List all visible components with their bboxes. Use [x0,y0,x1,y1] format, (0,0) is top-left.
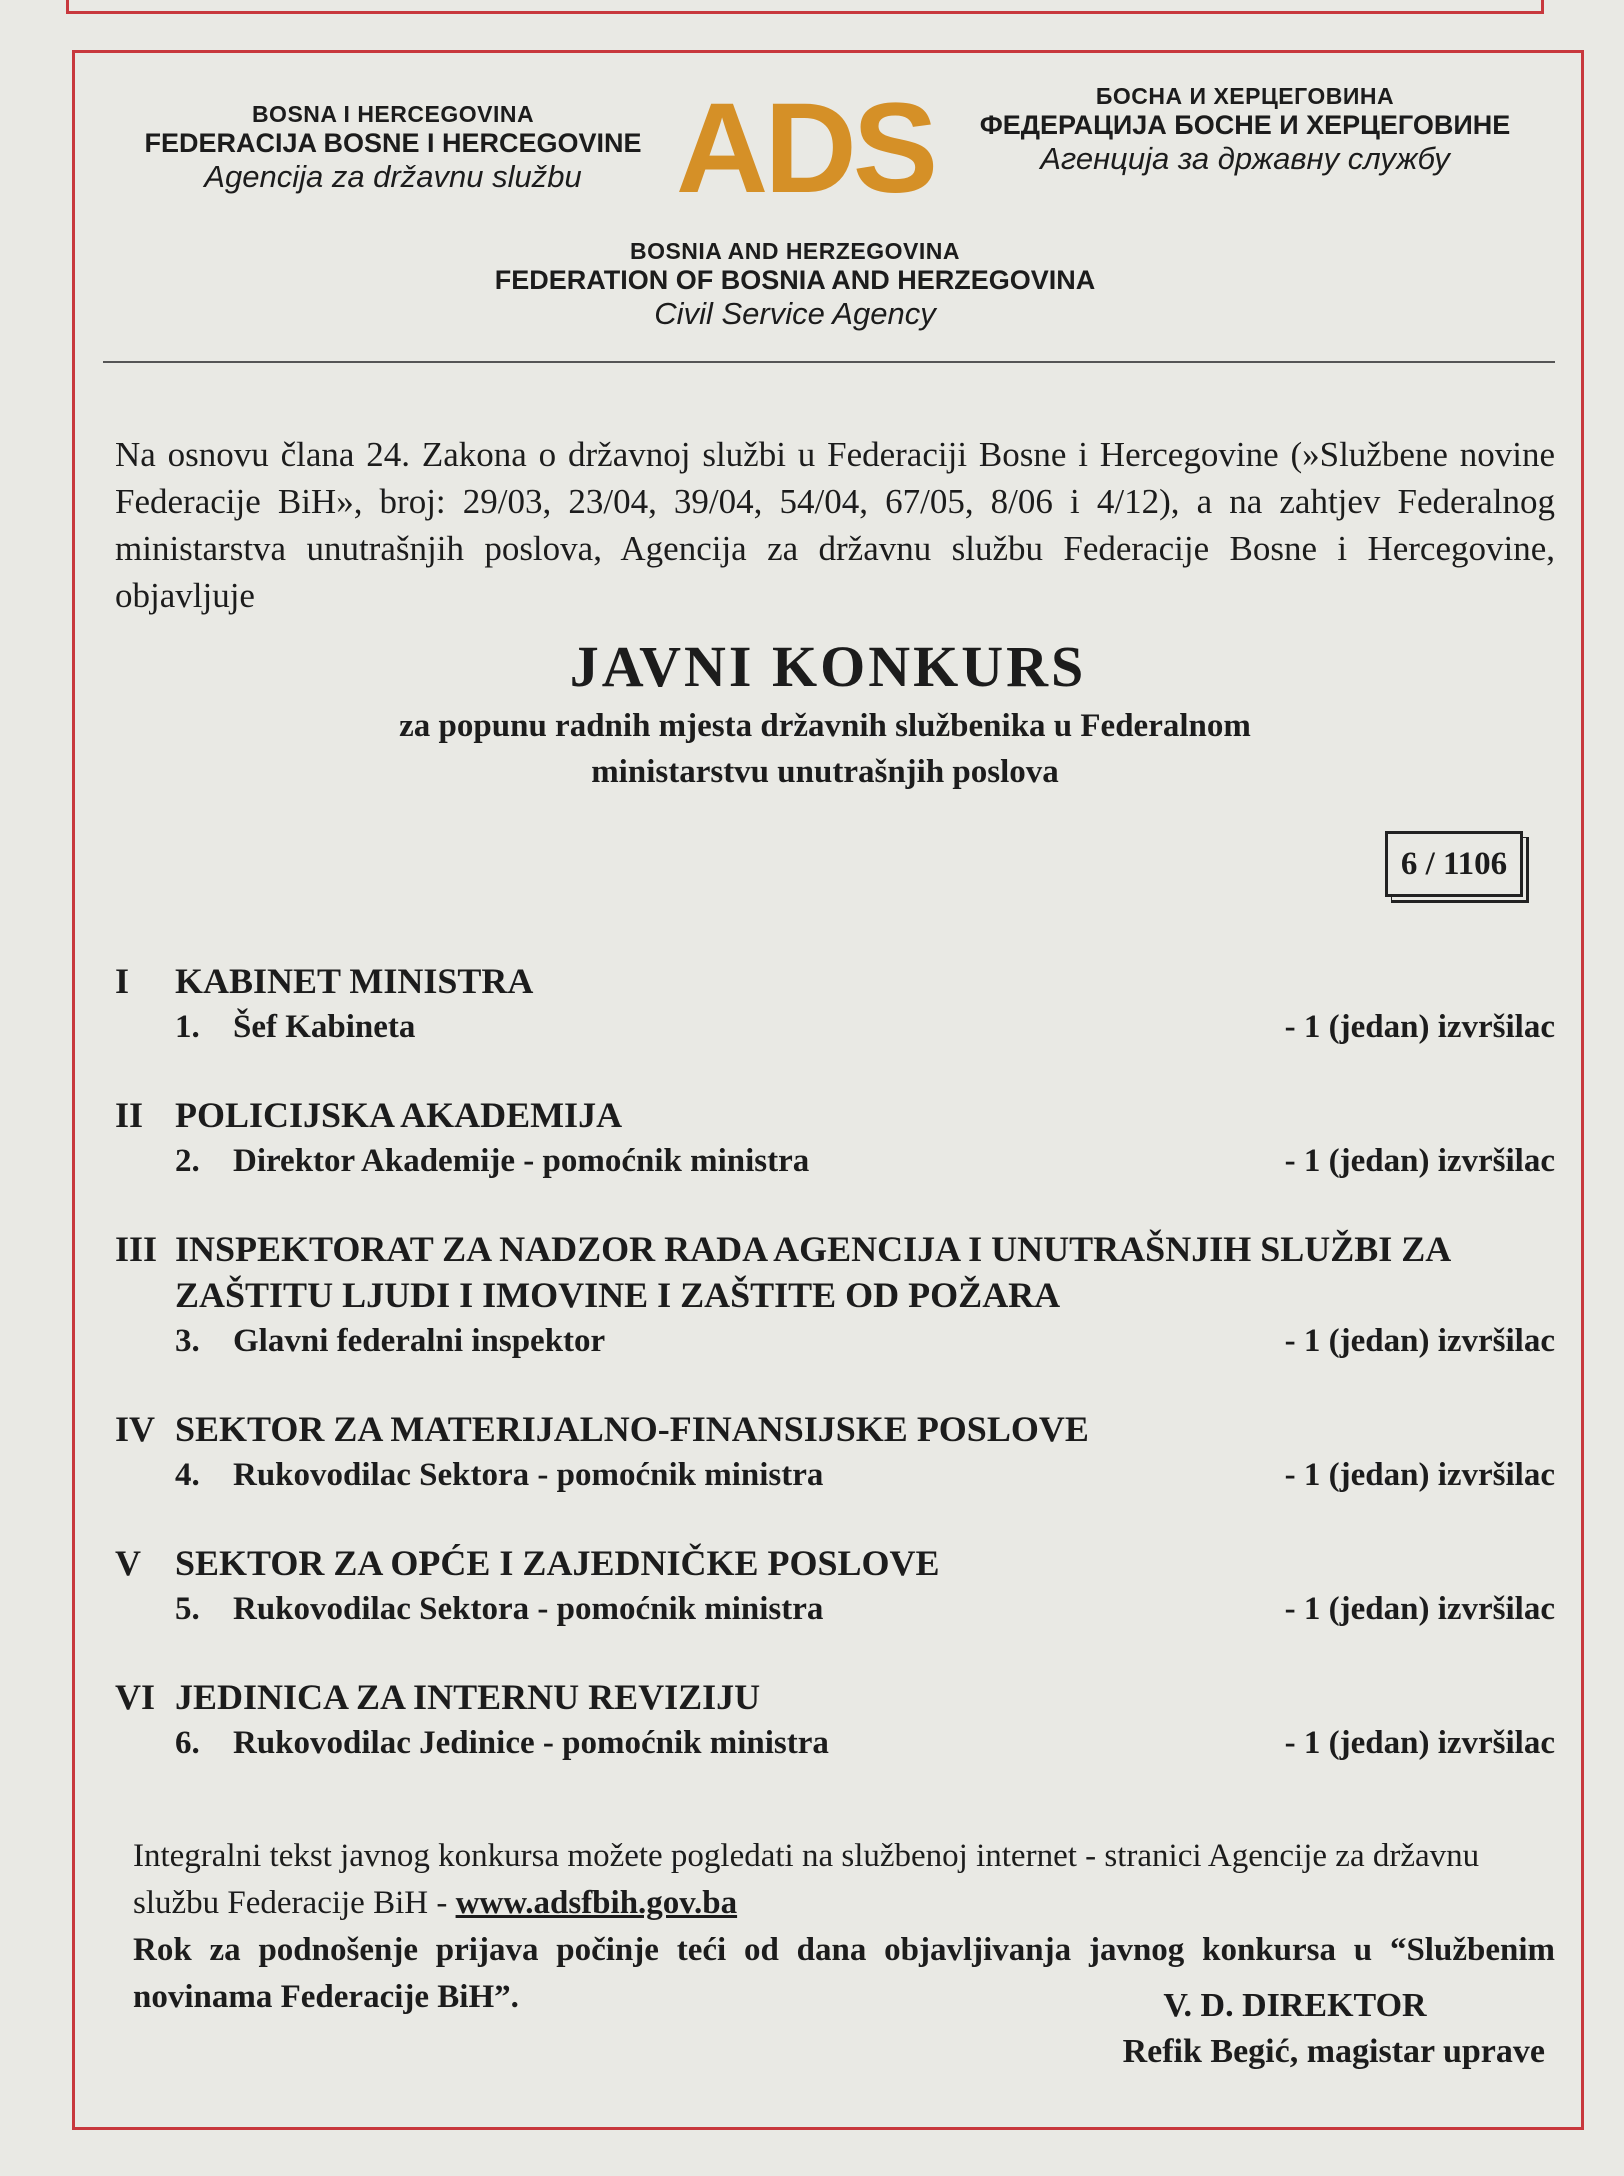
section-roman: IV [115,1409,156,1449]
position-name: Direktor Akademije - pomoćnik ministra [233,1143,810,1179]
section-2 [115,1092,1555,1184]
deadline-notice: Rok za podnošenje prijava počinje teći od dana objavljivanja javnog konkursa u “Službenim novinama Federacije BiH”. [133,1932,1555,2015]
subtitle-line-1: za popunu radnih mjesta državnih službenika u Federalnom [399,708,1251,744]
position-count: - 1 (jedan) izvršilac [1284,1009,1555,1045]
position-number: 5. [175,1591,200,1627]
position-name: Rukovodilac Sektora - pomoćnik ministra [233,1457,824,1493]
position-name: Šef Kabineta [233,1009,416,1045]
header-cyrillic-agency: Агенција за државну службу [1040,141,1450,176]
header-latin-agency: Agencija za državnu službu [204,159,582,194]
position-name: Glavni federalni inspektor [233,1323,606,1359]
section-roman: V [115,1543,141,1583]
position-count: - 1 (jedan) izvršilac [1284,1591,1555,1627]
header-latin-federation: FEDERACIJA BOSNE I HERCEGOVINE [144,128,642,158]
section-title: INSPEKTORAT ZA NADZOR RADA AGENCIJA I UNUTRAŠNJIH SLUŽBI ZA ZAŠTITU LJUDI I IMOVINE I ZAŠTITE OD POŽARA [175,1229,1450,1315]
section-title: KABINET MINISTRA [175,961,534,1001]
section-roman: VI [115,1677,156,1717]
agency-header [75,53,1581,413]
section-title: POLICIJSKA AKADEMIJA [175,1095,623,1135]
section-roman: I [115,961,130,1001]
position-count: - 1 (jedan) izvršilac [1284,1457,1555,1493]
previous-ad-frame [66,0,1544,14]
intro-paragraph: Na osnovu člana 24. Zakona o državnoj službi u Federaciji Bosne i Hercegovine (»Službene novine Federacije BiH», broj: 29/03, 23/04, 39/04, 54/04, 67/05, 8/06 i 4/12), a na zahtjev Federalnog ministarstva unutrašnjih poslova, Agencija za državnu službu Federacije Bosne i Hercegovine, objavljuje [115,435,1555,615]
integral-text-notice [133,1833,1555,1927]
positions-list [115,958,1555,1808]
announcement-subtitle [275,703,1375,795]
position-count: - 1 (jedan) izvršilac [1284,1725,1555,1761]
announcement-title: JAVNI KONKURS [569,634,1087,699]
header-cyrillic [945,83,1545,177]
ads-logo: ADS [675,76,935,220]
position-name: Rukovodilac Jedinice - pomoćnik ministra [233,1725,829,1761]
integral-text: Integralni tekst javnog konkursa možete pogledati na službenoj internet - stranici Agencije za državnu službu Federacije BiH - [133,1838,1480,1921]
section-4 [115,1406,1555,1498]
header-english [435,238,1155,332]
header-divider [103,361,1555,363]
section-5 [115,1540,1555,1632]
header-english-agency: Civil Service Agency [654,296,936,331]
position-number: 2. [175,1143,200,1179]
section-roman: II [115,1095,144,1135]
signatory-role: V. D. DIREKTOR [1163,1987,1427,2024]
signature-block [1045,1983,1545,2075]
position-number: 4. [175,1457,200,1493]
header-cyrillic-country: БОСНА И ХЕРЦЕГОВИНА [1095,83,1395,109]
position-name: Rukovodilac Sektora - pomoćnik ministra [233,1591,824,1627]
subtitle-line-2: ministarstvu unutrašnjih poslova [591,754,1059,790]
position-number: 6. [175,1725,200,1761]
header-cyrillic-federation: ФЕДЕРАЦИЈА БОСНЕ И ХЕРЦЕГОВИНЕ [979,110,1511,140]
section-3 [115,1226,1555,1364]
header-latin [103,101,683,195]
position-count: - 1 (jedan) izvršilac [1284,1143,1555,1179]
signatory-name: Refik Begić, magistar uprave [1122,2033,1545,2070]
section-1 [115,958,1555,1050]
header-latin-country: BOSNA I HERCEGOVINA [251,101,535,127]
section-title: SEKTOR ZA OPĆE I ZAJEDNIČKE POSLOVE [175,1543,940,1583]
reference-code: 6 / 1106 [1385,831,1523,897]
header-english-federation: FEDERATION OF BOSNIA AND HERZEGOVINA [494,265,1096,295]
section-roman: III [115,1229,158,1269]
section-title: SEKTOR ZA MATERIJALNO-FINANSIJSKE POSLOVE [175,1409,1089,1449]
position-count: - 1 (jedan) izvršilac [1284,1323,1555,1359]
section-6 [115,1674,1555,1766]
position-number: 3. [175,1323,200,1359]
announcement-frame [72,50,1584,2130]
agency-website-link[interactable]: www.adsfbih.gov.ba [455,1885,738,1921]
position-number: 1. [175,1009,200,1045]
header-english-country: BOSNIA AND HERZEGOVINA [629,238,961,264]
section-title: JEDINICA ZA INTERNU REVIZIJU [175,1677,761,1717]
